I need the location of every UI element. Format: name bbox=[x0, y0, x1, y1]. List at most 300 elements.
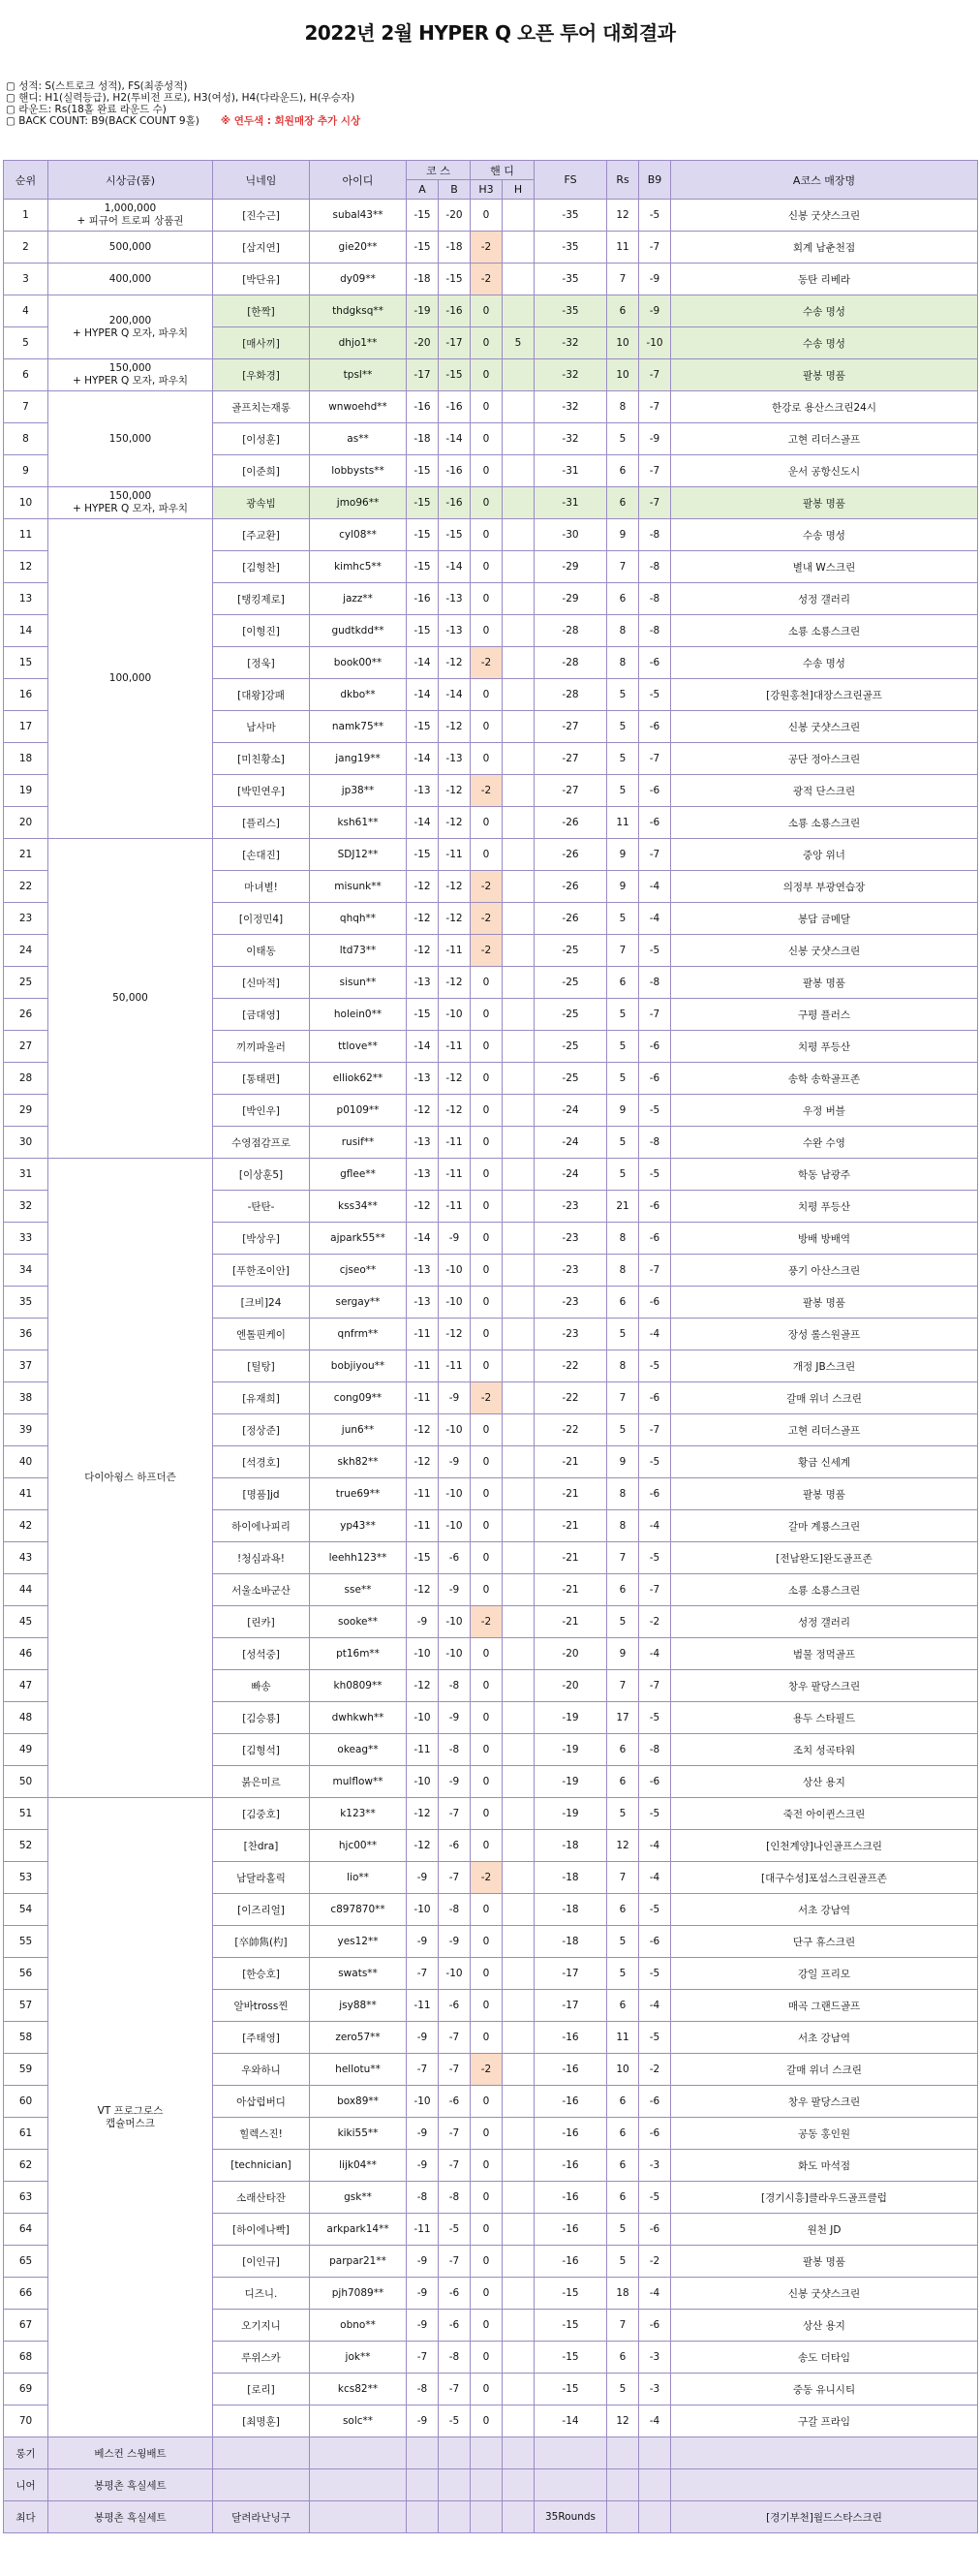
course-a-cell: -11 bbox=[407, 1478, 439, 1510]
course-b-cell: -13 bbox=[439, 615, 471, 647]
fs-cell: -19 bbox=[535, 1734, 607, 1766]
course-b-cell: -14 bbox=[439, 551, 471, 583]
h3-cell: 0 bbox=[471, 1830, 503, 1862]
id-cell: cyl08** bbox=[310, 519, 407, 551]
h-cell bbox=[503, 1702, 535, 1734]
id-cell: gie20** bbox=[310, 232, 407, 264]
table-row bbox=[4, 200, 978, 232]
nickname-cell: [이상훈5] bbox=[213, 1159, 310, 1191]
id-cell: kh0809** bbox=[310, 1670, 407, 1702]
b9-cell: -7 bbox=[639, 487, 671, 519]
b9-cell: -10 bbox=[639, 327, 671, 359]
course-a-cell: -15 bbox=[407, 1542, 439, 1574]
course-a-cell: -9 bbox=[407, 2278, 439, 2310]
rank-cell: 69 bbox=[4, 2374, 48, 2405]
fs-cell: -22 bbox=[535, 1350, 607, 1382]
id-cell: lio** bbox=[310, 1862, 407, 1894]
id-cell: ksh61** bbox=[310, 807, 407, 839]
rs-cell: 10 bbox=[607, 359, 639, 391]
h3-cell: 0 bbox=[471, 1478, 503, 1510]
id-cell: true69** bbox=[310, 1478, 407, 1510]
fs-cell: -32 bbox=[535, 423, 607, 455]
h-cell bbox=[503, 1574, 535, 1606]
rs-cell: 6 bbox=[607, 1766, 639, 1798]
h-cell bbox=[503, 1478, 535, 1510]
nickname-cell: 힐렉스진! bbox=[213, 2118, 310, 2150]
nickname-cell: !청심과욕! bbox=[213, 1542, 310, 1574]
h-cell bbox=[503, 455, 535, 487]
store-cell: 팔봉 명품 bbox=[671, 1287, 978, 1319]
store-cell: 동탄 리베라 bbox=[671, 264, 978, 295]
nickname-cell: [유재희] bbox=[213, 1382, 310, 1414]
h-cell bbox=[503, 1958, 535, 1990]
id-cell: bobjiyou** bbox=[310, 1350, 407, 1382]
h3-cell: 0 bbox=[471, 1926, 503, 1958]
nickname-cell: [이즈리얼] bbox=[213, 1894, 310, 1926]
rs-cell: 5 bbox=[607, 743, 639, 775]
course-b-cell: -7 bbox=[439, 2054, 471, 2086]
h3-cell: 0 bbox=[471, 359, 503, 391]
course-a-cell: -15 bbox=[407, 455, 439, 487]
nickname-cell: 엔톨핀케이 bbox=[213, 1319, 310, 1350]
rank-cell: 2 bbox=[4, 232, 48, 264]
h-cell bbox=[503, 1734, 535, 1766]
course-a-cell: -12 bbox=[407, 1798, 439, 1830]
rank-cell: 13 bbox=[4, 583, 48, 615]
h-cell bbox=[503, 1798, 535, 1830]
h3-cell: 0 bbox=[471, 583, 503, 615]
h-cell bbox=[503, 1287, 535, 1319]
b9-cell: -7 bbox=[639, 455, 671, 487]
prize-line: + 피규어 트로피 상품권 bbox=[77, 215, 184, 227]
rank-cell: 64 bbox=[4, 2214, 48, 2246]
h3-cell: 0 bbox=[471, 2310, 503, 2342]
rs-cell: 6 bbox=[607, 2086, 639, 2118]
b9-cell: -6 bbox=[639, 2310, 671, 2342]
rs-cell: 8 bbox=[607, 615, 639, 647]
h3-cell: 0 bbox=[471, 2086, 503, 2118]
h-cell bbox=[503, 775, 535, 807]
store-cell: 공단 정아스크린 bbox=[671, 743, 978, 775]
b9-cell: -5 bbox=[639, 2182, 671, 2214]
prize-line: VT 프로그로스 bbox=[97, 2104, 164, 2117]
fs-cell: -29 bbox=[535, 583, 607, 615]
course-b-cell: -9 bbox=[439, 1446, 471, 1478]
rs-cell: 8 bbox=[607, 647, 639, 679]
nickname-cell: 빠송 bbox=[213, 1670, 310, 1702]
course-a-cell: -12 bbox=[407, 1191, 439, 1223]
course-b-cell: -12 bbox=[439, 775, 471, 807]
rank-cell: 15 bbox=[4, 647, 48, 679]
course-b-cell: -15 bbox=[439, 359, 471, 391]
fs-cell: -18 bbox=[535, 1830, 607, 1862]
nickname-cell: [신마적] bbox=[213, 967, 310, 999]
h-cell bbox=[503, 583, 535, 615]
nickname-cell: [정상준] bbox=[213, 1414, 310, 1446]
course-a-cell: -17 bbox=[407, 359, 439, 391]
h-cell bbox=[503, 1670, 535, 1702]
course-b-cell: -8 bbox=[439, 1670, 471, 1702]
id-cell: sisun** bbox=[310, 967, 407, 999]
table-row bbox=[4, 295, 978, 327]
h3-cell: 0 bbox=[471, 1223, 503, 1255]
rs-cell: 5 bbox=[607, 1926, 639, 1958]
summary-row bbox=[4, 2437, 978, 2469]
id-cell: p0109** bbox=[310, 1095, 407, 1127]
h-cell bbox=[503, 711, 535, 743]
course-a-cell: -13 bbox=[407, 1287, 439, 1319]
course-a-cell: -11 bbox=[407, 1510, 439, 1542]
course-a-cell: -10 bbox=[407, 1766, 439, 1798]
id-cell: solc** bbox=[310, 2405, 407, 2437]
course-b-cell: -9 bbox=[439, 1702, 471, 1734]
table-row bbox=[4, 264, 978, 295]
h3-cell: -2 bbox=[471, 2054, 503, 2086]
rs-cell: 7 bbox=[607, 2310, 639, 2342]
b9-cell: -6 bbox=[639, 775, 671, 807]
course-a-cell: -15 bbox=[407, 999, 439, 1031]
rank-cell: 44 bbox=[4, 1574, 48, 1606]
store-cell: 팔봉 명품 bbox=[671, 1478, 978, 1510]
b9-cell: -2 bbox=[639, 2246, 671, 2278]
course-b-cell: -7 bbox=[439, 1798, 471, 1830]
b9-cell: -6 bbox=[639, 1382, 671, 1414]
prize-cell bbox=[48, 839, 213, 1159]
h3-cell: 0 bbox=[471, 711, 503, 743]
b9-cell: -8 bbox=[639, 967, 671, 999]
h3-cell: 0 bbox=[471, 2150, 503, 2182]
b9-cell: -5 bbox=[639, 1702, 671, 1734]
h-cell bbox=[503, 871, 535, 903]
rs-cell: 12 bbox=[607, 2405, 639, 2437]
store-cell: [강원홍천]대장스크린골프 bbox=[671, 679, 978, 711]
store-cell: 신봉 굿샷스크린 bbox=[671, 935, 978, 967]
course-a-cell: -12 bbox=[407, 1574, 439, 1606]
header-course-a: A bbox=[407, 180, 439, 200]
h-cell bbox=[503, 1159, 535, 1191]
store-cell: 창우 팔당스크린 bbox=[671, 2086, 978, 2118]
h3-cell: -2 bbox=[471, 1862, 503, 1894]
fs-cell: -15 bbox=[535, 2278, 607, 2310]
header-handicap: 핸 디 bbox=[471, 161, 535, 180]
nickname-cell: 서울소바군산 bbox=[213, 1574, 310, 1606]
h3-cell: 0 bbox=[471, 551, 503, 583]
id-cell: hjc00** bbox=[310, 1830, 407, 1862]
id-cell: pt16m** bbox=[310, 1638, 407, 1670]
id-cell: jazz** bbox=[310, 583, 407, 615]
course-a-cell: -7 bbox=[407, 2054, 439, 2086]
store-cell: 치평 푸등산 bbox=[671, 1191, 978, 1223]
rank-cell: 46 bbox=[4, 1638, 48, 1670]
b9-cell: -6 bbox=[639, 1031, 671, 1063]
fs-cell: -26 bbox=[535, 839, 607, 871]
course-b-cell: -6 bbox=[439, 1830, 471, 1862]
id-cell: lijk04** bbox=[310, 2150, 407, 2182]
fs-cell: -21 bbox=[535, 1446, 607, 1478]
fs-cell: -17 bbox=[535, 1990, 607, 2022]
rank-cell: 25 bbox=[4, 967, 48, 999]
course-a-cell: -13 bbox=[407, 1159, 439, 1191]
fs-cell: -17 bbox=[535, 1958, 607, 1990]
nickname-cell: [technician] bbox=[213, 2150, 310, 2182]
header-fs: FS bbox=[535, 161, 607, 200]
summary-store bbox=[671, 2469, 978, 2501]
b9-cell: -4 bbox=[639, 1319, 671, 1350]
store-cell: 운서 공항신도시 bbox=[671, 455, 978, 487]
fs-cell: -32 bbox=[535, 391, 607, 423]
rank-cell: 5 bbox=[4, 327, 48, 359]
h-cell bbox=[503, 232, 535, 264]
fs-cell: -25 bbox=[535, 1031, 607, 1063]
nickname-cell: [진수근] bbox=[213, 200, 310, 232]
rs-cell: 8 bbox=[607, 1255, 639, 1287]
fs-cell: -30 bbox=[535, 519, 607, 551]
rank-cell: 29 bbox=[4, 1095, 48, 1127]
summary-empty bbox=[607, 2469, 639, 2501]
id-cell: lobbysts** bbox=[310, 455, 407, 487]
h3-cell: 0 bbox=[471, 1095, 503, 1127]
course-a-cell: -13 bbox=[407, 967, 439, 999]
h-cell bbox=[503, 615, 535, 647]
nickname-cell: 붉은미르 bbox=[213, 1766, 310, 1798]
h-cell bbox=[503, 264, 535, 295]
fs-cell: -15 bbox=[535, 2374, 607, 2405]
summary-row bbox=[4, 2501, 978, 2533]
h-cell bbox=[503, 2022, 535, 2054]
rs-cell: 5 bbox=[607, 423, 639, 455]
h3-cell: -2 bbox=[471, 232, 503, 264]
fs-cell: -16 bbox=[535, 2150, 607, 2182]
course-b-cell: -15 bbox=[439, 264, 471, 295]
course-b-cell: -8 bbox=[439, 2182, 471, 2214]
course-a-cell: -9 bbox=[407, 2310, 439, 2342]
id-cell: sooke** bbox=[310, 1606, 407, 1638]
fs-cell: -26 bbox=[535, 903, 607, 935]
legend-backcount-text: ▢ BACK COUNT: B9(BACK COUNT 9홀) bbox=[6, 115, 199, 127]
course-a-cell: -9 bbox=[407, 1926, 439, 1958]
rank-cell: 33 bbox=[4, 1223, 48, 1255]
b9-cell: -4 bbox=[639, 1830, 671, 1862]
course-a-cell: -15 bbox=[407, 232, 439, 264]
rs-cell: 5 bbox=[607, 1127, 639, 1159]
fs-cell: -21 bbox=[535, 1606, 607, 1638]
id-cell: jang19** bbox=[310, 743, 407, 775]
rs-cell: 5 bbox=[607, 2246, 639, 2278]
store-cell: 범물 정먹골프 bbox=[671, 1638, 978, 1670]
b9-cell: -5 bbox=[639, 1095, 671, 1127]
table-row bbox=[4, 391, 978, 423]
nickname-cell: 수영점감프로 bbox=[213, 1127, 310, 1159]
h-cell bbox=[503, 423, 535, 455]
b9-cell: -6 bbox=[639, 2118, 671, 2150]
h3-cell: -2 bbox=[471, 935, 503, 967]
course-b-cell: -10 bbox=[439, 1606, 471, 1638]
fs-cell: -28 bbox=[535, 615, 607, 647]
h3-cell: 0 bbox=[471, 743, 503, 775]
nickname-cell: [박민연우] bbox=[213, 775, 310, 807]
h3-cell: 0 bbox=[471, 2342, 503, 2374]
course-b-cell: -6 bbox=[439, 2086, 471, 2118]
h3-cell: 0 bbox=[471, 807, 503, 839]
fs-cell: -27 bbox=[535, 743, 607, 775]
course-a-cell: -15 bbox=[407, 551, 439, 583]
rank-cell: 52 bbox=[4, 1830, 48, 1862]
b9-cell: -8 bbox=[639, 615, 671, 647]
store-cell: 서초 강남역 bbox=[671, 1894, 978, 1926]
rs-cell: 10 bbox=[607, 327, 639, 359]
id-cell: thdgksq** bbox=[310, 295, 407, 327]
header-course: 코 스 bbox=[407, 161, 471, 180]
store-cell: 팔봉 명품 bbox=[671, 967, 978, 999]
rank-cell: 11 bbox=[4, 519, 48, 551]
nickname-cell: 광속빔 bbox=[213, 487, 310, 519]
id-cell: qhqh** bbox=[310, 903, 407, 935]
h3-cell: 0 bbox=[471, 1702, 503, 1734]
b9-cell: -5 bbox=[639, 1446, 671, 1478]
h-cell bbox=[503, 1095, 535, 1127]
h3-cell: 0 bbox=[471, 1990, 503, 2022]
b9-cell: -6 bbox=[639, 1766, 671, 1798]
course-b-cell: -8 bbox=[439, 2342, 471, 2374]
prize-line: + HYPER Q 모자, 파우치 bbox=[72, 326, 189, 339]
h3-cell: -2 bbox=[471, 775, 503, 807]
h3-cell: 0 bbox=[471, 679, 503, 711]
nickname-cell: [주태영] bbox=[213, 2022, 310, 2054]
id-cell: dy09** bbox=[310, 264, 407, 295]
id-cell: subal43** bbox=[310, 200, 407, 232]
nickname-cell: -탄탄- bbox=[213, 1191, 310, 1223]
id-cell: dhjo1** bbox=[310, 327, 407, 359]
nickname-cell: 오기지니 bbox=[213, 2310, 310, 2342]
course-a-cell: -20 bbox=[407, 327, 439, 359]
rs-cell: 9 bbox=[607, 839, 639, 871]
fs-cell: -35 bbox=[535, 264, 607, 295]
summary-nickname bbox=[213, 2437, 310, 2469]
fs-cell: -25 bbox=[535, 935, 607, 967]
nickname-cell: [우화경] bbox=[213, 359, 310, 391]
nickname-cell: [명품]jd bbox=[213, 1478, 310, 1510]
h-cell bbox=[503, 1127, 535, 1159]
course-a-cell: -9 bbox=[407, 1862, 439, 1894]
h3-cell: 0 bbox=[471, 1127, 503, 1159]
prize-cell bbox=[48, 264, 213, 295]
nickname-cell: 루위스카 bbox=[213, 2342, 310, 2374]
h-cell bbox=[503, 391, 535, 423]
course-b-cell: -5 bbox=[439, 2405, 471, 2437]
nickname-cell: [미친황소] bbox=[213, 743, 310, 775]
rs-cell: 6 bbox=[607, 1894, 639, 1926]
h-cell bbox=[503, 551, 535, 583]
b9-cell: -7 bbox=[639, 1414, 671, 1446]
prize-cell bbox=[48, 232, 213, 264]
id-cell: k123** bbox=[310, 1798, 407, 1830]
rs-cell: 5 bbox=[607, 1063, 639, 1095]
course-b-cell: -7 bbox=[439, 2022, 471, 2054]
nickname-cell: [대왕]강패 bbox=[213, 679, 310, 711]
nickname-cell: [린카] bbox=[213, 1606, 310, 1638]
course-b-cell: -11 bbox=[439, 1191, 471, 1223]
nickname-cell: 우와하니 bbox=[213, 2054, 310, 2086]
h3-cell: 0 bbox=[471, 1894, 503, 1926]
h3-cell: 0 bbox=[471, 391, 503, 423]
rank-cell: 40 bbox=[4, 1446, 48, 1478]
prize-line: + HYPER Q 모자, 파우치 bbox=[72, 375, 189, 387]
course-b-cell: -12 bbox=[439, 711, 471, 743]
rank-cell: 24 bbox=[4, 935, 48, 967]
rs-cell: 21 bbox=[607, 1191, 639, 1223]
fs-cell: -16 bbox=[535, 2214, 607, 2246]
b9-cell: -7 bbox=[639, 359, 671, 391]
summary-empty bbox=[639, 2469, 671, 2501]
rs-cell: 6 bbox=[607, 295, 639, 327]
course-b-cell: -12 bbox=[439, 871, 471, 903]
h3-cell: 0 bbox=[471, 327, 503, 359]
fs-cell: -35 bbox=[535, 232, 607, 264]
nickname-cell: [삼지연] bbox=[213, 232, 310, 264]
course-a-cell: -12 bbox=[407, 1830, 439, 1862]
rank-cell: 54 bbox=[4, 1894, 48, 1926]
header-store: A코스 매장명 bbox=[671, 161, 978, 200]
store-cell: 송학 송학골프존 bbox=[671, 1063, 978, 1095]
rank-cell: 9 bbox=[4, 455, 48, 487]
rs-cell: 6 bbox=[607, 1734, 639, 1766]
store-cell: 상산 용지 bbox=[671, 1766, 978, 1798]
nickname-cell: [이정민4] bbox=[213, 903, 310, 935]
summary-row bbox=[4, 2469, 978, 2501]
rs-cell: 5 bbox=[607, 2214, 639, 2246]
summary-empty bbox=[407, 2469, 439, 2501]
id-cell: cjseo** bbox=[310, 1255, 407, 1287]
nickname-cell: [로리] bbox=[213, 2374, 310, 2405]
store-cell: 성정 갤러리 bbox=[671, 1606, 978, 1638]
rank-cell: 53 bbox=[4, 1862, 48, 1894]
b9-cell: -5 bbox=[639, 2022, 671, 2054]
b9-cell: -5 bbox=[639, 200, 671, 232]
store-cell: 우정 버블 bbox=[671, 1095, 978, 1127]
course-b-cell: -11 bbox=[439, 935, 471, 967]
fs-cell: -14 bbox=[535, 2405, 607, 2437]
id-cell: leehh123** bbox=[310, 1542, 407, 1574]
rank-cell: 22 bbox=[4, 871, 48, 903]
legend bbox=[6, 80, 360, 127]
course-b-cell: -6 bbox=[439, 1990, 471, 2022]
rank-cell: 57 bbox=[4, 1990, 48, 2022]
h3-cell: 0 bbox=[471, 2214, 503, 2246]
course-a-cell: -12 bbox=[407, 1414, 439, 1446]
nickname-cell: 알바tross찐 bbox=[213, 1990, 310, 2022]
table-row bbox=[4, 1159, 978, 1191]
summary-label: 롱기 bbox=[4, 2437, 48, 2469]
rank-cell: 21 bbox=[4, 839, 48, 871]
h3-cell: 0 bbox=[471, 2022, 503, 2054]
course-b-cell: -12 bbox=[439, 647, 471, 679]
nickname-cell: [이형진] bbox=[213, 615, 310, 647]
id-cell: yes12** bbox=[310, 1926, 407, 1958]
id-cell: kiki55** bbox=[310, 2118, 407, 2150]
rank-cell: 39 bbox=[4, 1414, 48, 1446]
course-a-cell: -13 bbox=[407, 775, 439, 807]
store-cell: 성정 갤러리 bbox=[671, 583, 978, 615]
store-cell: 고현 리더스골프 bbox=[671, 1414, 978, 1446]
course-b-cell: -12 bbox=[439, 1063, 471, 1095]
h3-cell: 0 bbox=[471, 1319, 503, 1350]
store-cell: 황금 신세계 bbox=[671, 1446, 978, 1478]
h3-cell: 0 bbox=[471, 1510, 503, 1542]
id-cell: mulflow** bbox=[310, 1766, 407, 1798]
nickname-cell: [통태편] bbox=[213, 1063, 310, 1095]
id-cell: ttlove** bbox=[310, 1031, 407, 1063]
course-a-cell: -15 bbox=[407, 711, 439, 743]
